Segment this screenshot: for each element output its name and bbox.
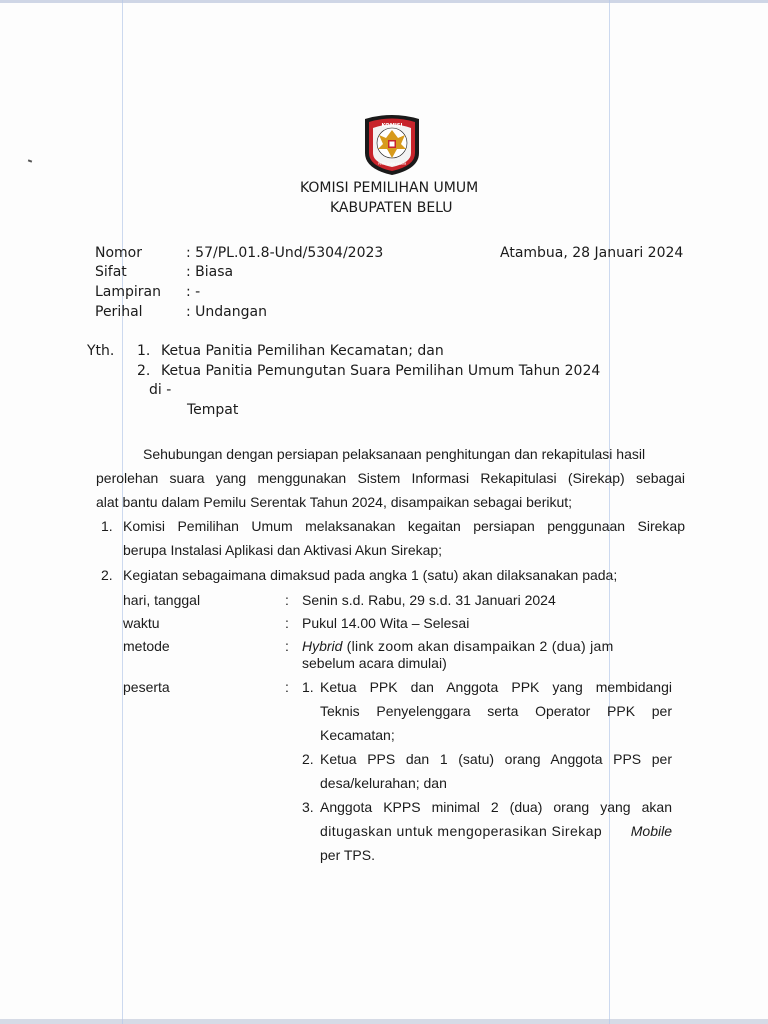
org-name-line1: KOMISI PEMILIHAN UMUM [300,180,479,196]
perihal-value: : Undangan [186,304,267,320]
metode-line1-rest: (link zoom akan disampaikan 2 (dua) jam [342,638,614,654]
point1-line2: berupa Instalasi Aplikasi dan Aktivasi Akun Sirekap; [123,542,443,558]
mobile-italic: Mobile [630,823,672,839]
org-name-line2: KABUPATEN BELU [330,200,453,216]
waktu-colon: : [285,615,289,631]
peserta-3-line2: ditugaskan untuk mengoperasikan Sirekap [320,823,603,839]
nomor-label: Nomor [95,245,142,261]
lampiran-value: : - [186,284,201,300]
scan-top-edge [0,0,768,3]
metode-colon: : [285,638,289,654]
peserta-label: peserta [123,679,170,695]
peserta-1-line2: Teknis Penyelenggara serta Operator PPK per [320,703,672,719]
recipient-2-num: 2. [137,363,151,379]
peserta-3-line3: per TPS. [320,847,375,863]
fold-line-left [122,0,123,1024]
recipient-1-num: 1. [137,343,151,359]
di-label: di - [149,382,172,398]
peserta-1-line1: Ketua PPK dan Anggota PPK yang membidangi [320,679,672,695]
para1-line3: alat bantu dalam Pemilu Serentak Tahun 2024, disampaikan sebagai berikut; [96,494,573,510]
peserta-2-num: 2. [302,751,314,767]
peserta-3-line1: Anggota KPPS minimal 2 (dua) orang yang akan [320,799,672,815]
point1-line1: Komisi Pemilihan Umum melaksanakan kegaitan persiapan penggunaan Sirekap [123,518,685,534]
recipient-1: Ketua Panitia Pemilihan Kecamatan; dan [161,343,444,359]
metode-line2: sebelum acara dimulai) [302,655,447,671]
svg-text:KOMISI: KOMISI [381,123,403,129]
peserta-2-line2: desa/kelurahan; dan [320,775,447,791]
nomor-value: : 57/PL.01.8-Und/5304/2023 [186,245,384,261]
yth-label: Yth. [87,343,115,359]
scan-speck [28,159,32,162]
tempat-label: Tempat [187,402,239,418]
metode-label: metode [123,638,170,654]
place-date: Atambua, 28 Januari 2024 [500,245,684,261]
kpu-logo-icon [359,113,425,177]
metode-italic: Hybrid [302,638,343,654]
waktu-label: waktu [123,615,160,631]
peserta-1-line3: Kecamatan; [320,727,395,743]
para1-line1: Sehubungan dengan persiapan pelaksanaan penghitungan dan rekapitulasi hasil [143,446,646,462]
metode-line1 [302,638,614,654]
scan-bottom-edge [0,1019,768,1024]
point1-num: 1. [101,518,113,534]
svg-text:PEMILIHAN UMUM: PEMILIHAN UMUM [377,162,407,166]
perihal-label: Perihal [95,304,143,320]
waktu-value: Pukul 14.00 Wita – Selesai [302,615,470,631]
recipient-2: Ketua Panitia Pemungutan Suara Pemilihan Umum Tahun 2024 [161,363,601,379]
lampiran-label: Lampiran [95,284,162,300]
sifat-value: : Biasa [186,264,234,280]
peserta-2-line1: Ketua PPS dan 1 (satu) orang Anggota PPS per [320,751,672,767]
fold-line-right [609,0,610,1024]
point2-line1: Kegiatan sebagaimana dimaksud pada angka 1 (satu) akan dilaksanakan pada; [123,567,618,583]
peserta-3-line2-row [320,823,672,839]
point2-num: 2. [101,567,113,583]
hari-label: hari, tanggal [123,592,201,608]
peserta-3-num: 3. [302,799,314,815]
peserta-1-num: 1. [302,679,314,695]
para1-line2: perolehan suara yang menggunakan Sistem Informasi Rekapitulasi (Sirekap) sebagai [96,470,685,486]
hari-value: Senin s.d. Rabu, 29 s.d. 31 Januari 2024 [302,592,556,608]
peserta-colon: : [285,679,289,695]
hari-colon: : [285,592,289,608]
sifat-label: Sifat [95,264,127,280]
